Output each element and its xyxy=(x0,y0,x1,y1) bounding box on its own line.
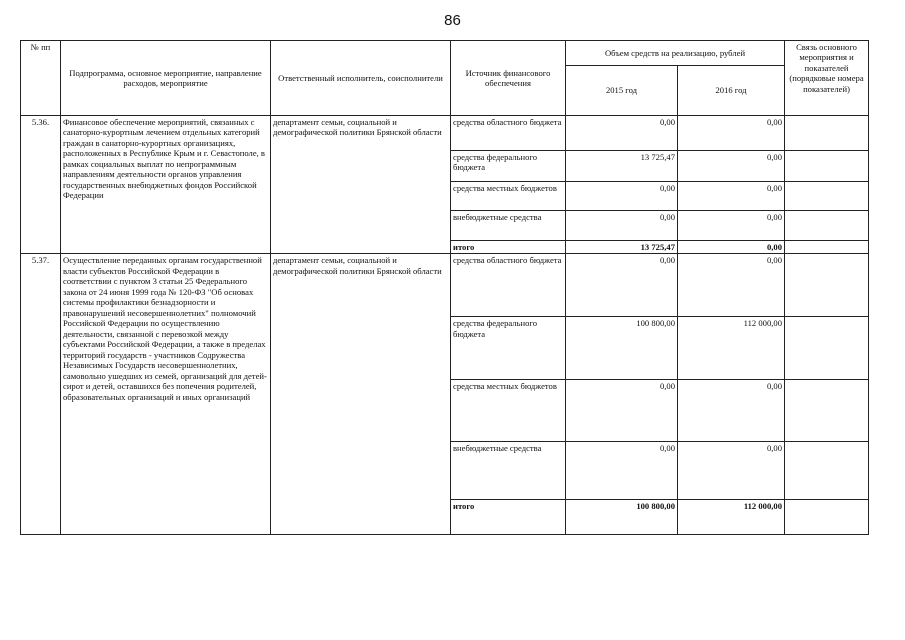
source-name: внебюджетные средства xyxy=(451,442,566,500)
page-number: 86 xyxy=(444,12,461,29)
link-cell xyxy=(785,317,869,380)
value-2016: 0,00 xyxy=(678,380,785,442)
row-number: 5.36. xyxy=(21,116,61,254)
link-cell xyxy=(785,241,869,254)
program-description: Финансовое обеспечение мероприятий, связанных с санаторно-курортным лечением отдельных категорий граждан в санаторно-курортных организациях, расположенных в Республике Крым и г. Севастополе, в рамках социальных выплат по непрограммным направлениям деятельности органов управления государственных внебюджетных фондов Российской Федерации xyxy=(61,116,271,254)
value-2015: 13 725,47 xyxy=(566,241,678,254)
source-name: средства местных бюджетов xyxy=(451,380,566,442)
value-2015: 100 800,00 xyxy=(566,500,678,535)
link-cell xyxy=(785,442,869,500)
value-2016: 0,00 xyxy=(678,241,785,254)
source-name: средства местных бюджетов xyxy=(451,182,566,211)
value-2016: 112 000,00 xyxy=(678,500,785,535)
value-2016: 0,00 xyxy=(678,211,785,241)
link-cell xyxy=(785,380,869,442)
source-name: средства федерального бюджета xyxy=(451,151,566,182)
value-2016: 0,00 xyxy=(678,254,785,317)
program-description: Осуществление переданных органам государственной власти субъектов Российской Федерации в соответствии с пунктом 3 статьи 25 Федерального закона от 24 июня 1999 года № 120-ФЗ "Об основах системы профилактики безнадзорности и правонарушений несовершеннолетних" полномочий Российской Федерации по осуществлению деятельности, связанной с перевозкой между субъектами Российской Федерации, а также в пределах территорий государств - участников Содружества Независимых Государств несовершеннолетних, самовольно ушедших из семей, организаций для детей-сирот и детей, оставшихся без попечения родителей, образовательных организаций и иных организаций xyxy=(61,254,271,535)
source-name: итого xyxy=(451,500,566,535)
source-name: итого xyxy=(451,241,566,254)
executor: департамент семьи, социальной и демографической политики Брянской области xyxy=(271,254,451,535)
table-row xyxy=(21,116,869,151)
value-2015: 100 800,00 xyxy=(566,317,678,380)
source-name: средства областного бюджета xyxy=(451,254,566,317)
value-2015: 0,00 xyxy=(566,116,678,151)
header-executor: Ответственный исполнитель, соисполнители xyxy=(271,41,451,116)
link-cell xyxy=(785,116,869,151)
header-number: № пп xyxy=(21,41,61,116)
value-2016: 112 000,00 xyxy=(678,317,785,380)
value-2016: 0,00 xyxy=(678,116,785,151)
budget-table xyxy=(20,40,869,535)
value-2015: 0,00 xyxy=(566,211,678,241)
link-cell xyxy=(785,211,869,241)
executor: департамент семьи, социальной и демографической политики Брянской области xyxy=(271,116,451,254)
header-volume: Объем средств на реализацию, рублей xyxy=(566,41,785,66)
value-2015: 0,00 xyxy=(566,380,678,442)
header-year-2016: 2016 год xyxy=(678,66,785,116)
value-2015: 0,00 xyxy=(566,182,678,211)
value-2015: 0,00 xyxy=(566,442,678,500)
header-year-2015: 2015 год xyxy=(566,66,678,116)
header-program: Подпрограмма, основное мероприятие, направление расходов, мероприятие xyxy=(61,41,271,116)
header-source: Источник финансового обеспечения xyxy=(451,41,566,116)
row-number: 5.37. xyxy=(21,254,61,535)
link-cell xyxy=(785,182,869,211)
source-name: средства федерального бюджета xyxy=(451,317,566,380)
source-name: средства областного бюджета xyxy=(451,116,566,151)
link-cell xyxy=(785,500,869,535)
value-2015: 13 725,47 xyxy=(566,151,678,182)
link-cell xyxy=(785,254,869,317)
value-2016: 0,00 xyxy=(678,151,785,182)
source-name: внебюджетные средства xyxy=(451,211,566,241)
header-link: Связь основного мероприятия и показателей (порядковые номера показателей) xyxy=(785,41,869,116)
value-2016: 0,00 xyxy=(678,442,785,500)
value-2015: 0,00 xyxy=(566,254,678,317)
link-cell xyxy=(785,151,869,182)
value-2016: 0,00 xyxy=(678,182,785,211)
table-row xyxy=(21,254,869,317)
